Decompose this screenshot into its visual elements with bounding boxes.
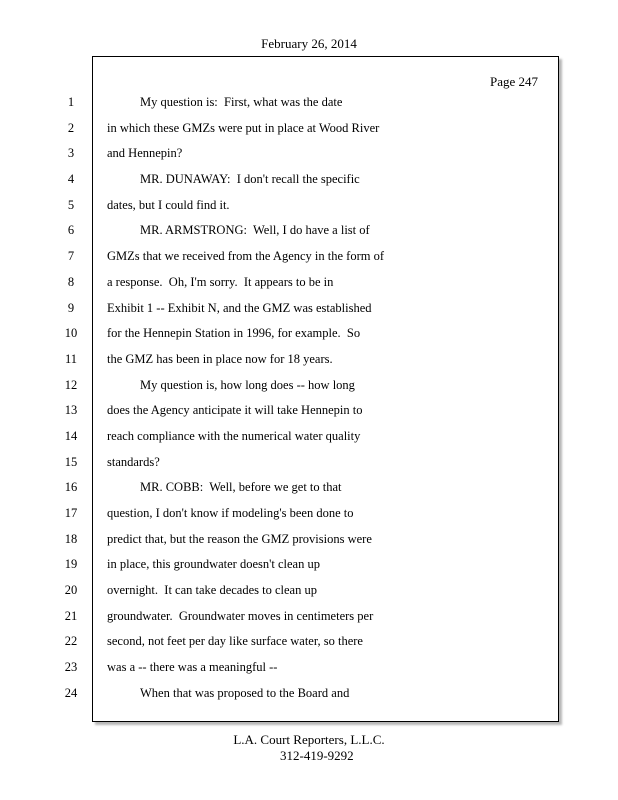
- transcript-line: reach compliance with the numerical water quality: [107, 428, 361, 443]
- transcript-line: in which these GMZs were put in place at Wood River: [107, 120, 380, 135]
- transcript-line: MR. COBB: Well, before we get to that: [140, 480, 342, 495]
- line-number: 8: [67, 274, 75, 289]
- line-number: 4: [67, 172, 75, 187]
- transcript-line: predict that, but the reason the GMZ provisions were: [107, 531, 372, 546]
- transcript-line: a response. Oh, I'm sorry. It appears to be in: [107, 274, 334, 289]
- line-number: 9: [67, 300, 75, 315]
- line-number: 2: [67, 120, 75, 135]
- transcript-line: MR. DUNAWAY: I don't recall the specific: [140, 172, 360, 187]
- transcript-line: When that was proposed to the Board and: [140, 685, 350, 700]
- footer-phone-number: 312-419-9292: [280, 748, 354, 763]
- line-number: 11: [64, 351, 78, 366]
- transcript-line: does the Agency anticipate it will take Hennepin to: [107, 403, 363, 418]
- transcript-line: in place, this groundwater doesn't clean up: [107, 557, 320, 572]
- transcript-line: for the Hennepin Station in 1996, for example. So: [107, 326, 361, 341]
- transcript-text: [107, 94, 547, 711]
- line-number: 5: [67, 197, 75, 212]
- line-number: 24: [64, 685, 78, 700]
- transcript-line: was a -- there was a meaningful --: [107, 660, 278, 675]
- transcript-line: second, not feet per day like surface water, so there: [107, 634, 363, 649]
- line-number: 17: [64, 506, 78, 520]
- transcript-line: and Hennepin?: [107, 146, 183, 161]
- transcript-line: question, I don't know if modeling's been done to: [107, 506, 354, 520]
- line-number: 1: [67, 95, 75, 109]
- line-number: 10: [64, 326, 78, 341]
- line-number: 16: [64, 480, 78, 495]
- transcript-line: groundwater. Groundwater moves in centimeters per: [107, 608, 374, 623]
- line-number: 20: [64, 583, 78, 598]
- header-date: February 26, 2014: [261, 36, 357, 51]
- transcript-line: overnight. It can take decades to clean up: [107, 583, 317, 598]
- line-number: 18: [64, 531, 78, 546]
- line-number: 22: [64, 634, 78, 649]
- line-number: 14: [64, 428, 78, 443]
- page-number-label: Page 247: [489, 74, 538, 89]
- footer-company-name: L.A. Court Reporters, L.L.C.: [233, 732, 385, 747]
- transcript-line: GMZs that we received from the Agency in the form of: [107, 249, 384, 264]
- transcript-line: MR. ARMSTRONG: Well, I do have a list of: [140, 223, 370, 238]
- line-number: 23: [64, 660, 78, 675]
- footer: [0, 732, 618, 763]
- line-number: 3: [67, 146, 75, 161]
- transcript-line: the GMZ has been in place now for 18 years.: [107, 351, 333, 366]
- transcript-line: My question is: First, what was the date: [140, 95, 343, 109]
- transcript-line: dates, but I could find it.: [107, 197, 230, 212]
- line-number: 19: [64, 557, 78, 572]
- line-number: 7: [67, 249, 75, 264]
- transcript-line: standards?: [107, 454, 160, 469]
- line-number: 21: [64, 608, 78, 623]
- line-number: 6: [67, 223, 75, 238]
- transcript-line: My question is, how long does -- how long: [140, 377, 355, 392]
- line-number-column: [56, 94, 86, 711]
- line-number: 12: [64, 377, 78, 392]
- line-number: 15: [64, 454, 78, 469]
- line-number: 13: [64, 403, 78, 418]
- transcript-line: Exhibit 1 -- Exhibit N, and the GMZ was established: [107, 300, 372, 315]
